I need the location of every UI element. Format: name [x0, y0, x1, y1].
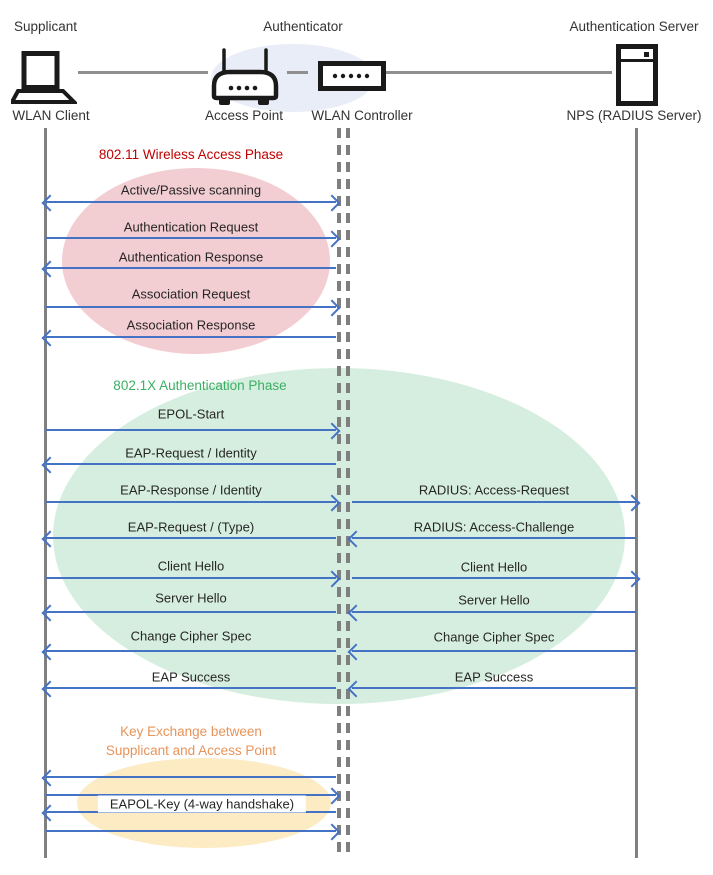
arrowhead-left	[348, 605, 365, 622]
arrowhead-right	[324, 195, 341, 212]
arrowhead-right	[324, 423, 341, 440]
message-label: RADIUS: Access-Challenge	[413, 519, 575, 535]
message-arrow	[46, 577, 336, 579]
message-label: Active/Passive scanning	[120, 182, 262, 198]
server-icon	[616, 44, 658, 106]
message-arrow	[352, 650, 636, 652]
arrowhead-left	[42, 770, 59, 787]
arrowhead-left	[42, 457, 59, 474]
wlan-controller-icon	[318, 61, 386, 91]
access-point-icon	[210, 46, 280, 108]
node-nps-radius-server: NPS (RADIUS Server)	[566, 108, 702, 123]
arrowhead-left	[42, 531, 59, 548]
arrowhead-right	[324, 300, 341, 317]
message-label: Server Hello	[458, 592, 530, 608]
message-arrow	[352, 537, 636, 539]
arrowhead-left	[42, 330, 59, 347]
message-arrow	[46, 267, 336, 269]
message-arrow	[46, 537, 336, 539]
arrowhead-left	[42, 605, 59, 622]
message-arrow	[46, 429, 336, 431]
message-arrow	[46, 650, 336, 652]
message-label: Server Hello	[155, 590, 227, 606]
phase-title-key-exchange-line2: Supplicant and Access Point	[105, 743, 277, 758]
message-label: EAP-Request / Identity	[125, 445, 257, 461]
message-arrow	[46, 306, 336, 308]
arrowhead-left	[42, 195, 59, 212]
message-arrow	[46, 776, 336, 778]
message-arrow	[46, 687, 336, 689]
arrowhead-left	[42, 644, 59, 661]
message-label: EAPOL-Key (4-way handshake)	[98, 796, 306, 813]
message-label: RADIUS: Access-Request	[418, 482, 570, 498]
arrowhead-left	[348, 531, 365, 548]
arrowhead-right	[324, 571, 341, 588]
message-label: Client Hello	[157, 558, 225, 574]
arrowhead-left	[348, 644, 365, 661]
node-access-point: Access Point	[204, 108, 284, 123]
message-arrow	[352, 577, 636, 579]
message-label: Change Cipher Spec	[130, 628, 252, 644]
arrowhead-right	[324, 824, 341, 841]
message-arrow	[46, 463, 336, 465]
message-label: EAP Success	[151, 669, 231, 685]
message-label: Association Request	[131, 286, 251, 302]
message-label: Change Cipher Spec	[433, 629, 555, 645]
message-arrow	[352, 687, 636, 689]
message-label: EAP Success	[454, 669, 534, 685]
arrowhead-right	[624, 495, 641, 512]
node-wlan-client: WLAN Client	[12, 108, 90, 123]
message-label: EAP-Request / (Type)	[127, 519, 255, 535]
arrowhead-left	[42, 261, 59, 278]
arrowhead-right	[624, 571, 641, 588]
arrowhead-left	[348, 681, 365, 698]
message-label: Client Hello	[460, 559, 528, 575]
message-arrow	[352, 501, 636, 503]
phase-title-key-exchange-line1: Key Exchange between	[120, 724, 262, 739]
message-label: Authentication Request	[123, 219, 259, 235]
arrowhead-left	[42, 681, 59, 698]
node-wlan-controller: WLAN Controller	[311, 108, 413, 123]
message-arrow	[46, 201, 336, 203]
message-label: EPOL-Start	[157, 406, 225, 422]
role-authenticator: Authenticator	[263, 19, 343, 34]
message-arrow	[46, 830, 336, 832]
laptop-icon	[11, 50, 77, 106]
phase-title-8021x-authentication: 802.1X Authentication Phase	[113, 378, 287, 393]
message-label: Association Response	[126, 317, 256, 333]
message-arrow	[46, 611, 336, 613]
arrowhead-right	[324, 495, 341, 512]
message-arrow	[46, 336, 336, 338]
message-label: Authentication Response	[118, 249, 264, 265]
arrowhead-right	[324, 231, 341, 248]
message-arrow	[46, 501, 336, 503]
message-arrow	[46, 237, 336, 239]
role-supplicant: Supplicant	[14, 19, 78, 34]
message-arrow	[352, 611, 636, 613]
arrowhead-left	[42, 805, 59, 822]
role-authentication-server: Authentication Server	[569, 19, 699, 34]
message-label: EAP-Response / Identity	[120, 482, 262, 498]
phase-title-80211-wireless-access: 802.11 Wireless Access Phase	[98, 147, 284, 162]
arrowhead-right	[324, 788, 341, 805]
